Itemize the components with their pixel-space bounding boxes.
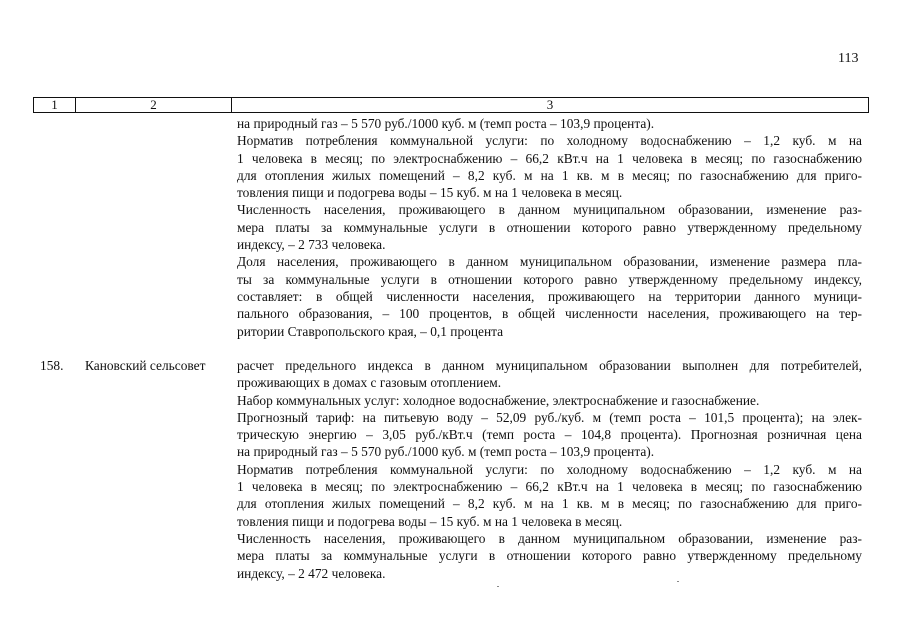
text-line: 1 человека в месяц; по электроснабжению – 66,2 кВт.ч на 1 человека в месяц; по газоснабжению xyxy=(237,479,862,495)
text-line: составляет: в общей численности населения, проживающего на территории данного муници- xyxy=(237,288,862,304)
text-line: Прогнозный тариф: на питьевую воду – 52,09 руб./куб. м (темп роста – 101,5 процента); на элек- xyxy=(237,409,862,425)
text-line: 1 человека в месяц; по электроснабжению – 66,2 кВт.ч на 1 человека в месяц; по газоснабжению xyxy=(237,150,862,166)
text-line: трическую энергию – 3,05 руб./кВт.ч (темп роста – 104,8 процента). Прогнозная розничная цена xyxy=(237,427,862,443)
text-line: расчет предельного индекса в данном муниципальном образовании выполнен для потребителей, xyxy=(237,358,862,373)
table-header-col-2: 2 xyxy=(76,98,232,112)
paragraph xyxy=(237,392,862,409)
text-line: Доля населения, проживающего в данном муниципальном образовании, изменение размера пла- xyxy=(237,254,862,270)
text-line: товления пищи и подогрева воды – 15 куб. м на 1 человека в месяц. xyxy=(237,185,623,201)
text-line: индексу, – 2 472 человека. xyxy=(237,565,386,581)
text-line: Численность населения, проживающего в данном муниципальном образовании, изменение раз- xyxy=(237,202,862,218)
text-line: Численность населения, проживающего в данном муниципальном образовании, изменение раз- xyxy=(237,530,862,546)
text-line: на природный газ – 5 570 руб./1000 куб. м (темп роста – 103,9 процента). xyxy=(237,116,655,131)
text-line: проживающих в домах с газовым отоплением. xyxy=(237,375,502,391)
paragraph xyxy=(237,132,862,201)
text-line: для отопления жилых помещений – 8,2 куб. м на 1 кв. м в месяц; по газоснабжению для приго- xyxy=(237,167,862,183)
text-line: ритории Ставропольского края, – 0,1 процента xyxy=(237,323,504,339)
paragraph xyxy=(237,409,862,461)
text-line: Набор коммунальных услуг: холодное водоснабжение, электроснабжение и газоснабжение. xyxy=(237,392,760,408)
paragraph xyxy=(237,115,862,132)
text-line: индексу, – 2 733 человека. xyxy=(237,237,386,253)
scan-speck xyxy=(497,586,499,587)
table-header-col-3: 3 xyxy=(546,97,554,112)
paragraph xyxy=(237,461,862,530)
text-line: для отопления жилых помещений – 8,2 куб. м на 1 кв. м в месяц; по газоснабжению для приго- xyxy=(237,496,862,512)
continued-description-block xyxy=(237,115,862,340)
page-number: 113 xyxy=(838,51,859,66)
paragraph xyxy=(237,357,862,392)
text-line: пального образования, – 100 процентов, в общей численности населения, проживающего на тер- xyxy=(237,306,862,322)
paragraph xyxy=(237,253,862,339)
table-header-row xyxy=(33,97,869,113)
text-line: Норматив потребления коммунальной услуги: по холодному водоснабжению – 1,2 куб. м на xyxy=(237,133,862,149)
text-line: ты за коммунальные услуги в отношении которого равно утвержденному предельному индексу, xyxy=(237,271,862,287)
row-number: 158. xyxy=(40,358,64,373)
text-line: на природный газ – 5 570 руб./1000 куб. м (темп роста – 103,9 процента). xyxy=(237,444,655,460)
paragraph xyxy=(237,530,862,582)
municipality-description-block xyxy=(237,357,862,582)
table-header-col-1: 1 xyxy=(34,98,76,112)
text-line: Норматив потребления коммунальной услуги: по холодному водоснабжению – 1,2 куб. м на xyxy=(237,461,862,477)
text-line: мера платы за коммунальные услуги в отношении которого равно утвержденному предельному xyxy=(237,219,862,235)
text-line: товления пищи и подогрева воды – 15 куб. м на 1 человека в месяц. xyxy=(237,513,623,529)
paragraph xyxy=(237,201,862,253)
municipality-name: Кановский сельсовет xyxy=(85,358,206,373)
scan-speck xyxy=(677,581,679,582)
text-line: мера платы за коммунальные услуги в отношении которого равно утвержденному предельному xyxy=(237,548,862,564)
